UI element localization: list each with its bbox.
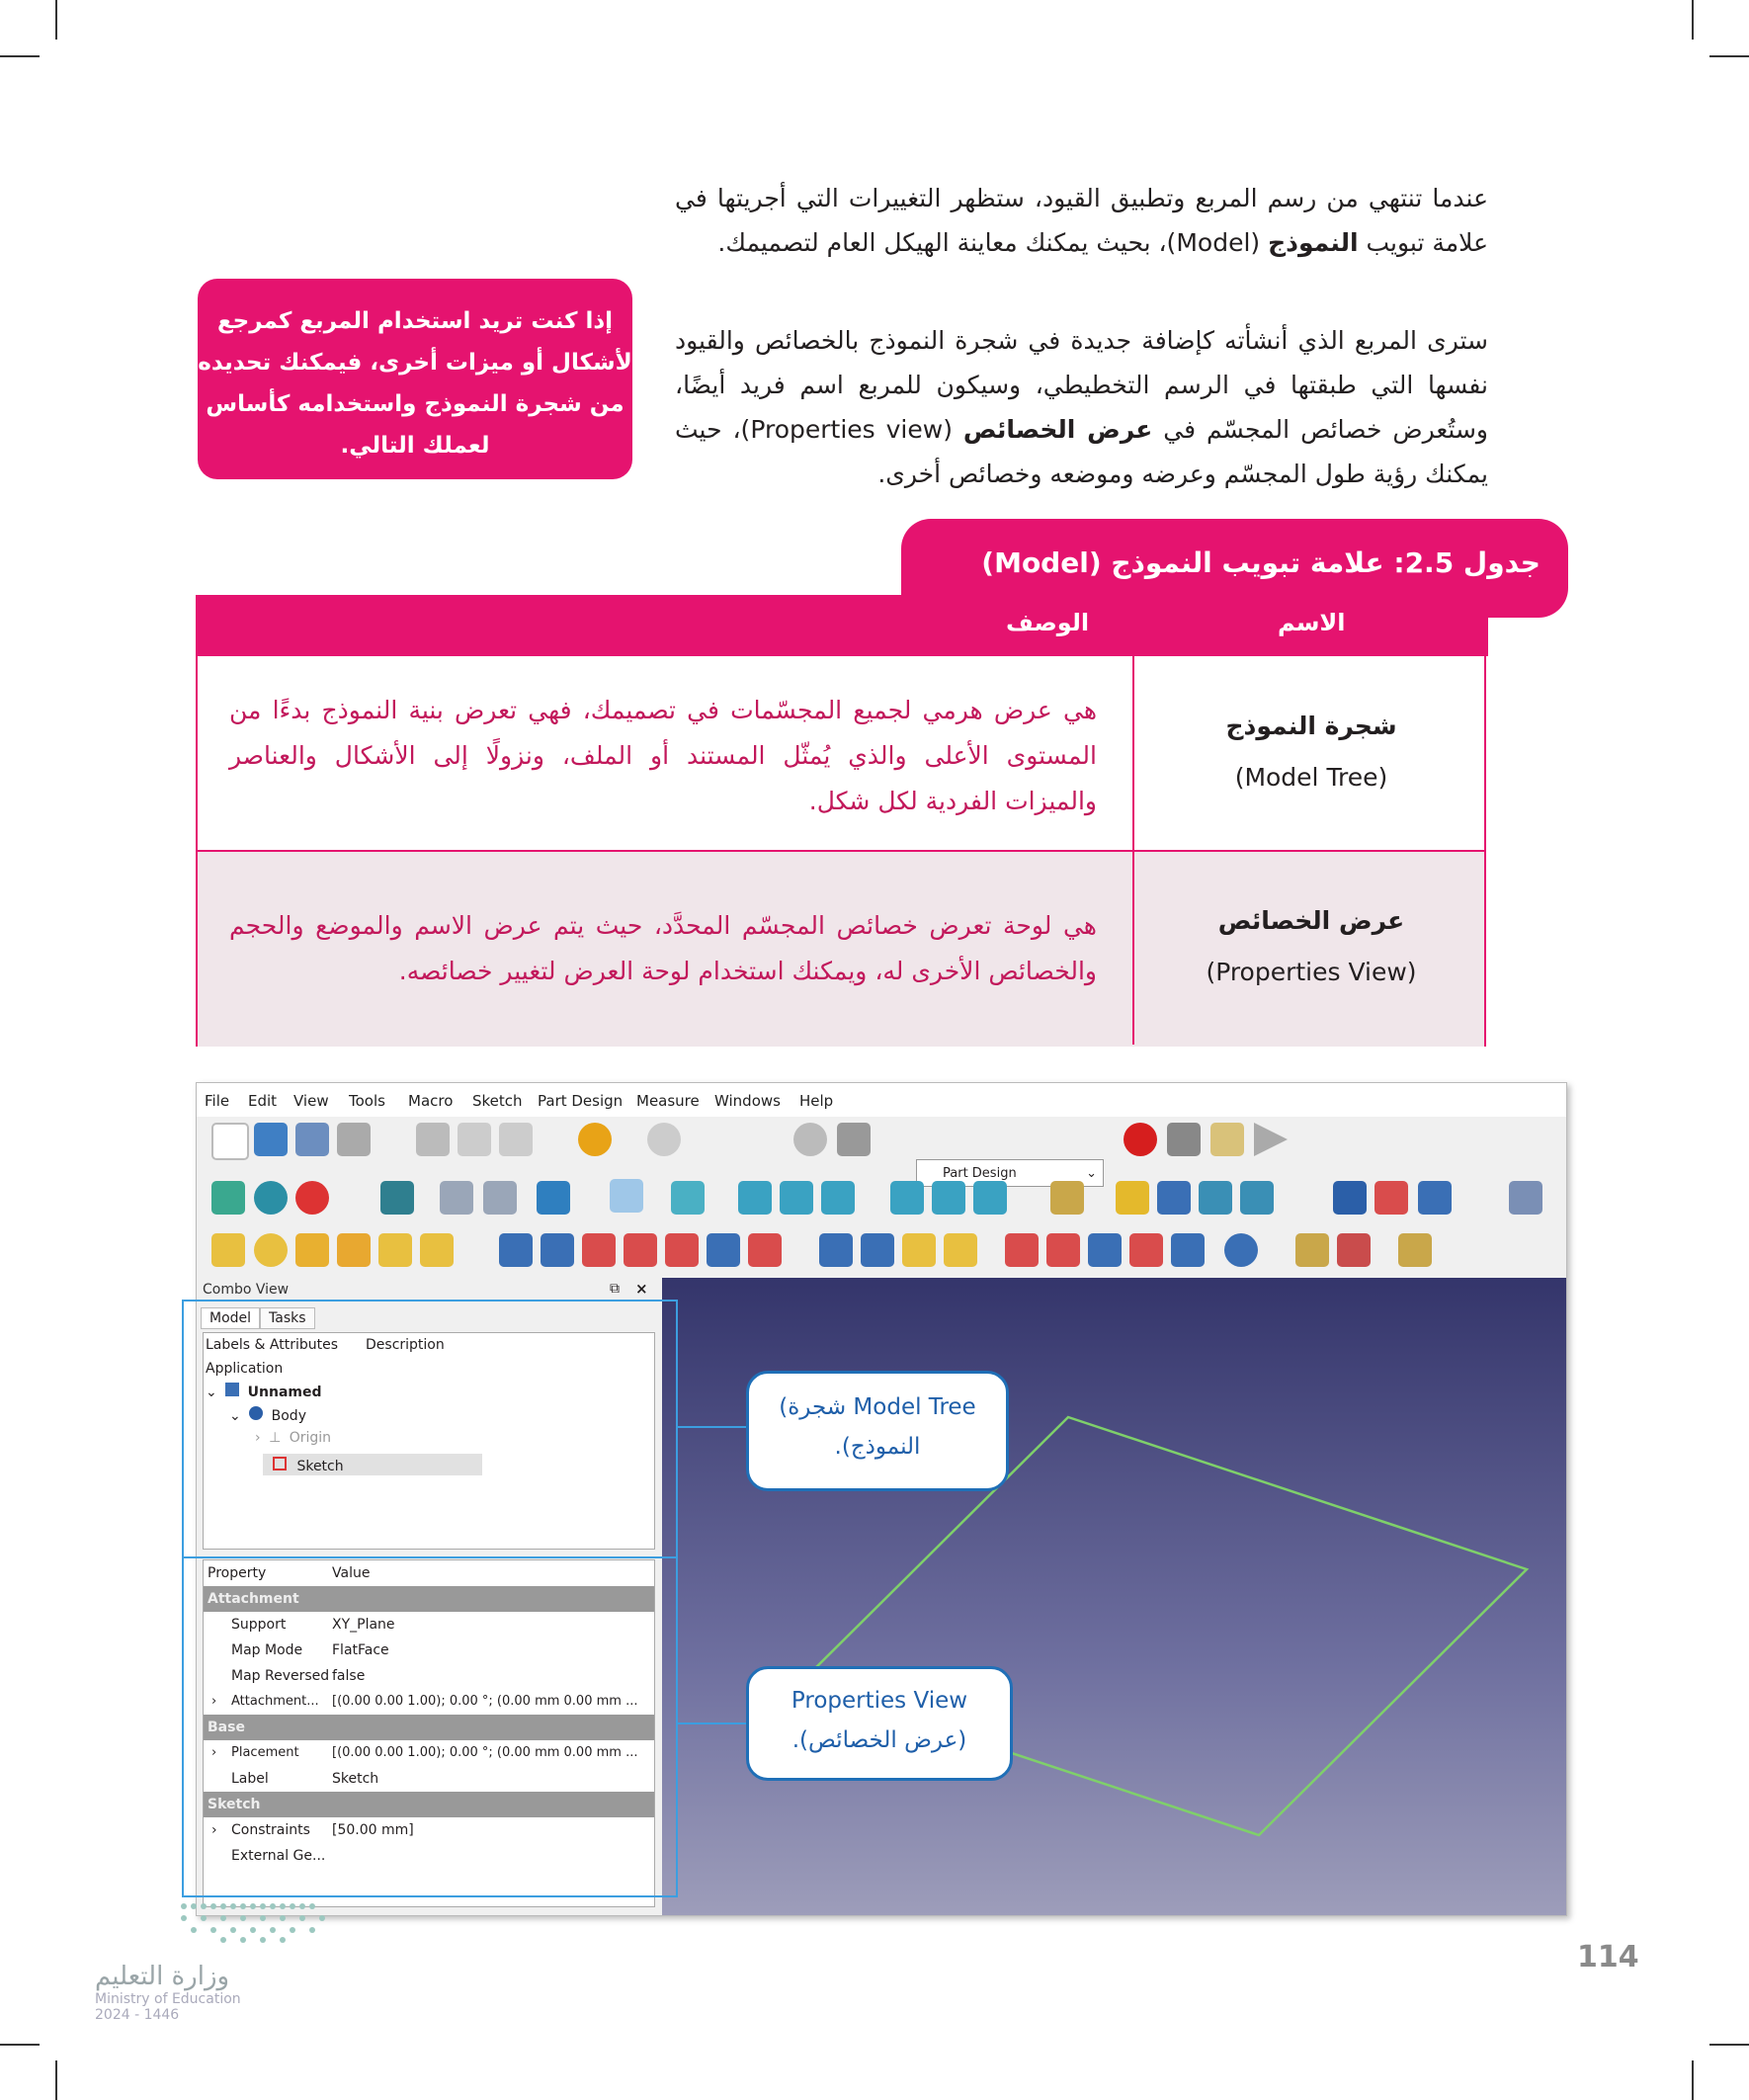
crop-mark	[0, 55, 40, 57]
save-icon[interactable]	[295, 1123, 329, 1156]
tab-model[interactable]: Model	[201, 1307, 260, 1329]
intro-p1-before: عندما تنتهي من رسم المربع وتطبيق القيود، ستظهر التغييرات التي أجريتها في علامة تبويب	[675, 184, 1488, 257]
create-part-icon[interactable]	[1116, 1181, 1149, 1215]
column-divider	[1132, 656, 1134, 1045]
props-group-label: Sketch	[208, 1797, 261, 1812]
sprocket-icon[interactable]	[1224, 1233, 1258, 1267]
validate-sketch-icon[interactable]	[1418, 1181, 1452, 1215]
props-value: FlatFace	[332, 1642, 389, 1658]
crop-mark	[1709, 55, 1749, 57]
chamfer-icon[interactable]	[1046, 1233, 1080, 1267]
model-tree-callout-line1	[749, 1387, 1006, 1427]
undo-icon[interactable]	[578, 1123, 612, 1156]
copy-icon[interactable]	[458, 1123, 491, 1156]
tree-item-label: Body	[271, 1408, 306, 1424]
close-icon[interactable]: ×	[635, 1280, 648, 1298]
row-name-en: (Model Tree)	[1234, 763, 1388, 792]
revolution-icon[interactable]	[254, 1233, 288, 1267]
fit-selection-icon[interactable]	[254, 1181, 288, 1215]
props-name: Label	[231, 1771, 269, 1787]
multi-transform-icon[interactable]	[944, 1233, 977, 1267]
row-name-ar: شجرة النموذج	[1225, 712, 1397, 740]
properties-view-connector	[678, 1722, 747, 1724]
props-name: Support	[231, 1617, 287, 1633]
view-bottom-icon[interactable]	[932, 1181, 965, 1215]
toolbar-part-design	[197, 1225, 1566, 1280]
undock-icon[interactable]: ⧉	[610, 1281, 620, 1297]
menu-item-measure[interactable]: Measure	[636, 1092, 700, 1110]
properties-view-callout-ar: (عرض الخصائص).	[791, 1727, 967, 1753]
view-right-icon[interactable]	[821, 1181, 855, 1215]
chevron-down-icon[interactable]: ⌄	[206, 1385, 217, 1400]
tip-note	[198, 279, 632, 479]
menu-item-windows[interactable]: Windows	[714, 1092, 781, 1110]
menu-item-help[interactable]: Help	[799, 1092, 834, 1110]
row-name-en: (Properties View)	[1206, 958, 1417, 986]
chevron-right-icon[interactable]: ›	[211, 1745, 217, 1760]
model-tree-connector	[678, 1426, 747, 1428]
props-name: Map Mode	[231, 1642, 303, 1658]
boolean-icon[interactable]	[1171, 1233, 1205, 1267]
chevron-down-icon: ⌄	[1086, 1166, 1097, 1181]
intro-paragraph-2	[675, 318, 1488, 496]
props-header-value: Value	[332, 1565, 371, 1581]
props-value: Sketch	[332, 1771, 379, 1787]
row-name-ar: عرض الخصائص	[1217, 906, 1405, 935]
callout-en: Model Tree	[853, 1394, 976, 1420]
props-group-label: Base	[208, 1720, 245, 1735]
redo-icon[interactable]	[647, 1123, 681, 1156]
tree-application-label: Application	[206, 1361, 284, 1377]
chevron-down-icon[interactable]: ⌄	[229, 1408, 241, 1424]
row-name	[1134, 895, 1488, 998]
link-actions-icon[interactable]	[1240, 1181, 1274, 1215]
table-header	[196, 595, 1488, 656]
toolbar-file	[197, 1117, 1566, 1181]
fillet-icon[interactable]	[1005, 1233, 1039, 1267]
tree-header-description: Description	[366, 1337, 445, 1353]
execute-macro-icon[interactable]	[1254, 1123, 1288, 1156]
stop-macro-icon[interactable]	[1167, 1123, 1201, 1156]
props-group-label: Attachment	[208, 1591, 299, 1607]
hole-icon[interactable]	[541, 1233, 574, 1267]
record-macro-icon[interactable]	[1124, 1123, 1157, 1156]
back-arrow-icon[interactable]	[440, 1181, 473, 1215]
view-left-icon[interactable]	[973, 1181, 1007, 1215]
menu-item-sketch[interactable]: Sketch	[472, 1092, 523, 1110]
create-group-icon[interactable]	[1157, 1181, 1191, 1215]
linear-pattern-icon[interactable]	[861, 1233, 894, 1267]
page-number: 114	[1577, 1940, 1639, 1974]
toolbar-view	[197, 1171, 1566, 1225]
menu-item-tools[interactable]: Tools	[349, 1092, 385, 1110]
crop-mark	[1709, 2044, 1749, 2046]
tab-tasks[interactable]: Tasks	[260, 1307, 315, 1329]
crop-mark	[55, 2060, 57, 2100]
measure-linear-icon[interactable]	[1295, 1233, 1329, 1267]
subtractive-helix-icon[interactable]	[707, 1233, 740, 1267]
props-header-property: Property	[208, 1565, 267, 1581]
ministry-logo	[95, 1962, 241, 2023]
props-name: Attachment...	[231, 1694, 319, 1709]
table-header-desc: الوصف	[1006, 609, 1090, 636]
thickness-icon[interactable]	[1129, 1233, 1163, 1267]
cut-icon[interactable]	[416, 1123, 450, 1156]
menu-item-file[interactable]: File	[205, 1092, 230, 1110]
std-view-icon[interactable]	[610, 1179, 643, 1213]
groove-icon[interactable]	[582, 1233, 616, 1267]
intro-p2-after: (Properties view)، حيث يمكنك رؤية طول المجسّم وعرضه وموضعه وخصائص أخرى.	[675, 415, 1488, 488]
properties-view-callout	[746, 1666, 1013, 1781]
intro-paragraph-1	[675, 176, 1488, 265]
print-icon[interactable]	[337, 1123, 371, 1156]
make-link-icon[interactable]	[1199, 1181, 1232, 1215]
callout-ar: (شجرة	[779, 1394, 847, 1420]
view-isometric-icon[interactable]	[671, 1181, 705, 1215]
crop-mark	[1692, 0, 1694, 40]
props-value: [50.00 mm]	[332, 1822, 414, 1838]
measure-angular-icon[interactable]	[1337, 1233, 1371, 1267]
new-icon[interactable]	[211, 1123, 249, 1160]
menu-item-macro[interactable]: Macro	[408, 1092, 454, 1110]
crop-mark	[1692, 2060, 1694, 2100]
shape-binder-icon[interactable]	[1509, 1181, 1542, 1215]
forward-arrow-icon[interactable]	[483, 1181, 517, 1215]
table-row	[198, 656, 1484, 850]
fit-all-icon[interactable]	[211, 1181, 245, 1215]
row-desc: هي عرض هرمي لجميع المجسّمات في تصميمك، فهي تعرض بنية النموذج بدءًا من المستوى الأعلى والذي يُمثّل المستند أو الملف، ونزولًا إلى الأشكال والعناصر والميزات الفردية لكل شكل.	[229, 696, 1097, 815]
intro-p2-bold: عرض الخصائص	[962, 415, 1153, 444]
props-name: Placement	[231, 1745, 299, 1760]
open-icon[interactable]	[254, 1123, 288, 1156]
model-tree-callout	[746, 1371, 1009, 1491]
props-name: Map Reversed	[231, 1668, 330, 1684]
properties-view-callout-en: Properties View	[791, 1688, 968, 1714]
view-rear-icon[interactable]	[890, 1181, 924, 1215]
workbench-selector-value: Part Design	[943, 1166, 1017, 1181]
props-value: [(0.00 0.00 1.00); 0.00 °; (0.00 mm 0.00 mm ...	[332, 1694, 638, 1709]
table-title-text: جدول 2.5: علامة تبويب النموذج (Model)	[981, 546, 1541, 579]
table-row	[198, 852, 1484, 1047]
mirrored-icon[interactable]	[819, 1233, 853, 1267]
pocket-icon[interactable]	[499, 1233, 533, 1267]
subtractive-pipe-icon[interactable]	[665, 1233, 699, 1267]
props-value: XY_Plane	[332, 1617, 395, 1633]
table-body	[196, 656, 1486, 1047]
axis-icon: ⊥	[269, 1430, 282, 1446]
props-value: false	[332, 1668, 366, 1684]
paste-icon[interactable]	[499, 1123, 533, 1156]
chevron-right-icon[interactable]: ›	[211, 1694, 217, 1709]
intro-p2-before: سترى المربع الذي أنشأته كإضافة جديدة في شجرة النموذج بالخصائص والقيود نفسها التي طبقتها في الرسم التخطيطي، وسيكون للمربع اسم فريد أيضًا، وستُعرض خصائص المجسّم في	[675, 326, 1488, 444]
properties-view-highlight	[182, 1556, 678, 1897]
menu-item-view[interactable]: View	[293, 1092, 329, 1110]
menu-item-part-design[interactable]: Part Design	[538, 1092, 624, 1110]
row-name	[1134, 701, 1488, 803]
tip-note-text: إذا كنت تريد استخدام المربع كمرجع لأشكال أو ميزات أخرى، فيمكنك تحديده من شجرة النموذج واستخدامه كأساس لعملك التالي.	[198, 308, 632, 459]
tree-header-labels: Labels & Attributes	[206, 1337, 338, 1353]
additive-helix-icon[interactable]	[378, 1233, 412, 1267]
intro-p1-after: (Model)، بحيث يمكنك معاينة الهيكل العام لتصميمك.	[717, 228, 1269, 257]
tree-item-label: Origin	[289, 1430, 332, 1446]
tree-item-label: Unnamed	[247, 1385, 322, 1400]
ministry-name-ar: وزارة التعليم	[95, 1962, 230, 1991]
table-header-name: الاسم	[1278, 609, 1346, 636]
props-value: [(0.00 0.00 1.00); 0.00 °; (0.00 mm 0.00 mm ...	[332, 1745, 638, 1760]
create-sketch-icon[interactable]	[1374, 1181, 1408, 1215]
measure-distance-icon[interactable]	[1050, 1181, 1084, 1215]
ministry-year: 2024 - 1446	[95, 2007, 180, 2023]
props-name: External Ge...	[231, 1848, 326, 1864]
ministry-name-en: Ministry of Education	[95, 1991, 241, 2007]
view-top-icon[interactable]	[780, 1181, 813, 1215]
tree-item-label: Sketch	[296, 1459, 344, 1474]
additive-loft-icon[interactable]	[295, 1233, 329, 1267]
edit-macro-icon[interactable]	[1210, 1123, 1244, 1156]
chevron-right-icon[interactable]: ›	[255, 1430, 261, 1446]
create-body-icon[interactable]	[1333, 1181, 1367, 1215]
draft-icon[interactable]	[1088, 1233, 1122, 1267]
refresh-icon[interactable]	[793, 1123, 827, 1156]
row-desc: هي لوحة تعرض خصائص المجسّم المحدَّد، حيث يتم عرض الاسم والموضع والحجم والخصائص الأخرى له، ويمكنك استخدام لوحة العرض لتغيير خصائصه.	[229, 911, 1097, 985]
menu-bar	[197, 1083, 1566, 1117]
additive-pipe-icon[interactable]	[337, 1233, 371, 1267]
crop-mark	[0, 2044, 40, 2046]
subtractive-primitive-icon[interactable]	[748, 1233, 782, 1267]
polar-pattern-icon[interactable]	[902, 1233, 936, 1267]
menu-item-edit[interactable]: Edit	[248, 1092, 278, 1110]
additive-primitive-icon[interactable]	[420, 1233, 454, 1267]
pad-icon[interactable]	[211, 1233, 245, 1267]
combo-view-title: Combo View	[203, 1282, 290, 1298]
ministry-logo-dots	[174, 1898, 332, 1944]
intro-p1-bold: النموذج	[1268, 228, 1359, 257]
link-icon[interactable]	[537, 1181, 570, 1215]
model-tree-callout-line2: النموذج).	[834, 1434, 921, 1460]
view-front-icon[interactable]	[738, 1181, 772, 1215]
bounding-box-icon[interactable]	[380, 1181, 414, 1215]
props-name: Constraints	[231, 1822, 310, 1838]
crop-mark	[55, 0, 57, 40]
whats-this-icon[interactable]	[837, 1123, 871, 1156]
subtractive-loft-icon[interactable]	[624, 1233, 657, 1267]
measure-clear-icon[interactable]	[1398, 1233, 1432, 1267]
chevron-right-icon[interactable]: ›	[211, 1822, 217, 1838]
draw-style-icon[interactable]	[295, 1181, 329, 1215]
model-tree-highlight	[182, 1300, 678, 1558]
